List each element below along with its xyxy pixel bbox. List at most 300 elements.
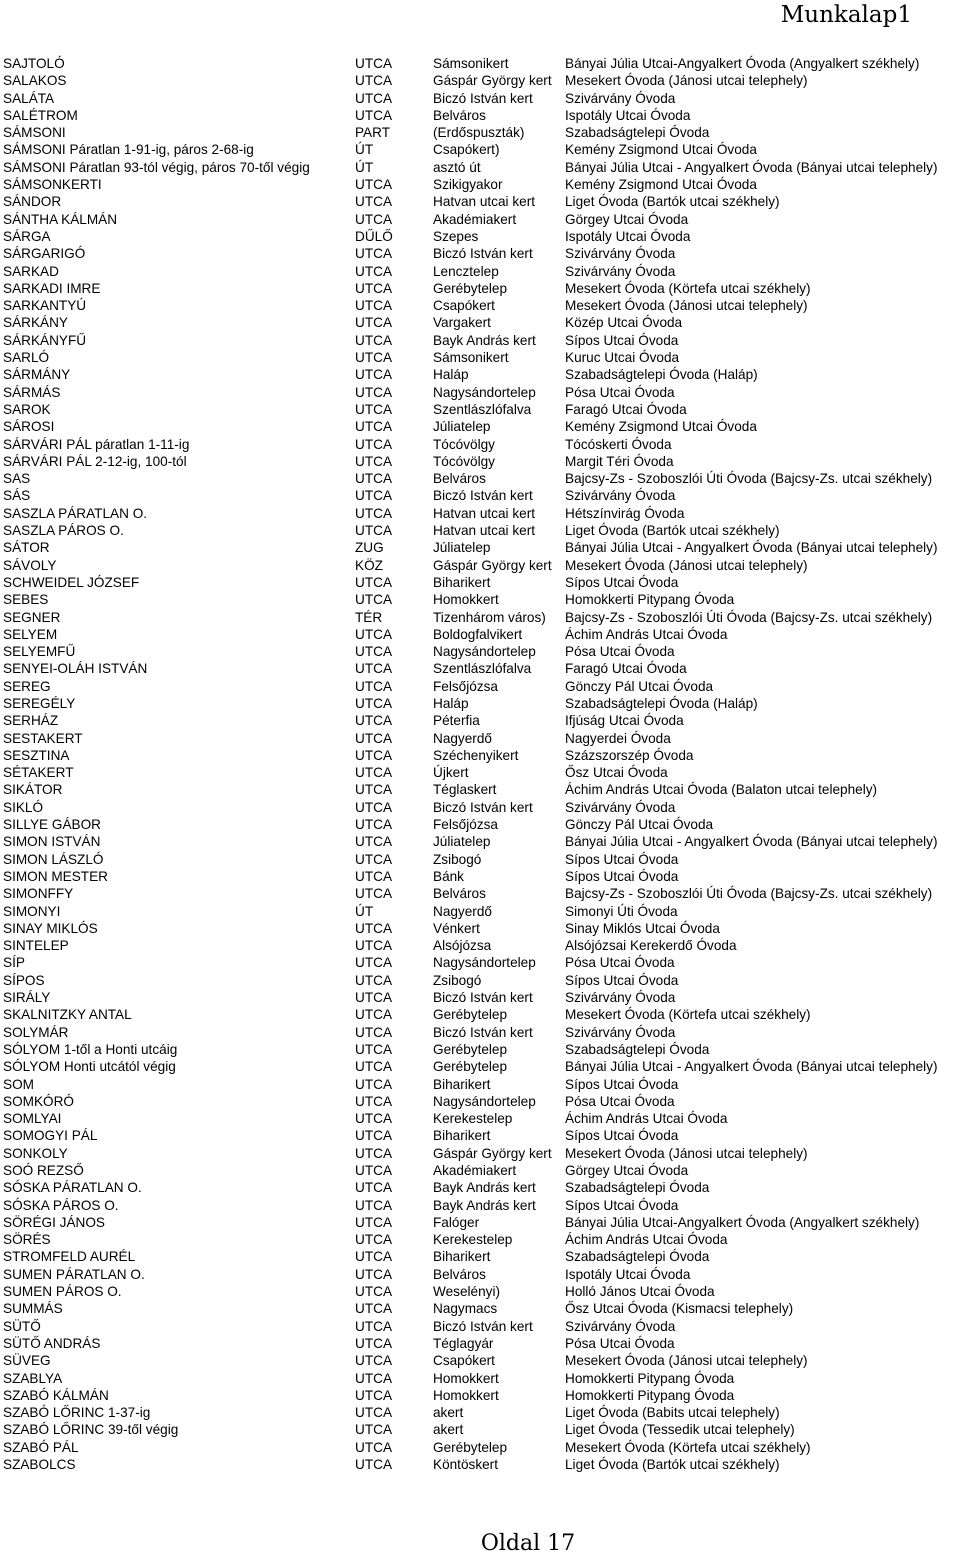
street-type-cell: UTCA [355,56,393,71]
street-type-cell: UTCA [355,1076,393,1092]
street-type-cell: UTCA [355,1128,393,1144]
street-type-cell: UTCA [355,834,393,850]
street-name-cell: SARKADI IMRE [3,280,101,296]
street-type-cell: UTCA [355,1457,393,1473]
street-name-cell: SÁNDOR [3,194,62,210]
kindergarten-cell: Tócóskerti Óvoda [565,436,672,452]
street-name-cell: SERHÁZ [3,713,59,729]
district-cell: Gerébytelep [433,1439,508,1455]
street-type-cell: UTCA [355,1093,393,1109]
street-type-cell: UTCA [355,730,393,746]
street-type-cell: UTCA [355,644,393,660]
kindergarten-cell: Szivárvány Óvoda [565,1024,676,1040]
street-type-cell: UTCA [355,488,393,504]
kindergarten-cell: Bányai Júlia Utcai - Angyalkert Óvoda (Bányai utcai telephely) [565,1059,938,1075]
street-name-cell: SIMON LÁSZLÓ [3,851,104,867]
street-name-cell: SÓSKA PÁROS O. [3,1197,119,1213]
kindergarten-cell: Pósa Utcai Óvoda [565,644,675,660]
street-name-cell: SÁRVÁRI PÁL páratlan 1-11-ig [3,436,190,452]
street-name-cell: SEREG [3,678,51,694]
street-name-cell: SALÁTA [3,90,55,106]
street-name-cell: SÜTŐ [3,1318,41,1334]
street-type-cell: UTCA [355,1387,393,1403]
district-cell: Boldogfalvikert [433,626,523,642]
street-type-cell: UTCA [355,436,393,452]
street-type-cell: UTCA [355,246,393,262]
street-type-cell: UTCA [355,505,393,521]
kindergarten-cell: Bányai Júlia Utcai-Angyalkert Óvoda (Angyalkert székhely) [565,56,920,71]
district-cell: Szikigyakor [433,177,503,193]
street-type-cell: UTCA [355,1059,393,1075]
kindergarten-cell: Mesekert Óvoda (Jánosi utcai telephely) [565,73,808,89]
district-cell: Újkert [433,765,469,781]
district-cell: Sámsonikert [433,350,509,366]
street-type-cell: UTCA [355,367,393,383]
kindergarten-cell: Szabadságtelepi Óvoda [565,125,710,141]
district-cell: Tócóvölgy [433,453,495,469]
district-cell: Júliatelep [433,419,491,435]
street-name-cell: STROMFELD AURÉL [3,1249,136,1265]
district-cell: Szepes [433,228,479,244]
street-name-cell: SÖRÉGI JÁNOS [3,1214,105,1230]
street-type-cell: UTCA [355,1232,393,1248]
kindergarten-cell: Faragó Utcai Óvoda [565,661,687,677]
street-name-cell: SZABÓ PÁL [3,1439,79,1455]
street-type-cell: UTCA [355,194,393,210]
kindergarten-cell: Szivárvány Óvoda [565,246,676,262]
district-cell: Vénkert [433,920,480,936]
street-name-cell: SUMEN PÁRATLAN O. [3,1266,145,1282]
kindergarten-cell: Bányai Júlia Utcai - Angyalkert Óvoda (Bányai utcai telephely) [565,834,938,850]
district-cell: Köntöskert [433,1457,498,1473]
district-cell: Gerébytelep [433,1007,508,1023]
street-type-cell: TÉR [355,609,383,625]
district-cell: Falóger [433,1214,480,1230]
street-type-cell: UTCA [355,211,393,227]
district-cell: Bayk András kert [433,1197,536,1213]
district-cell: Bayk András kert [433,1180,536,1196]
street-type-cell: UTCA [355,1301,393,1317]
district-cell: Homokkert [433,1370,499,1386]
street-type-cell: UTCA [355,678,393,694]
kindergarten-cell: Sípos Utcai Óvoda [565,851,679,867]
kindergarten-cell: Ispotály Utcai Óvoda [565,1266,691,1282]
street-type-cell: ZUG [355,540,384,556]
street-name-cell: SALAKOS [3,73,67,89]
district-cell: Biczó István kert [433,488,533,504]
street-type-cell: KÖZ [355,557,383,573]
kindergarten-cell: Bajcsy-Zs - Szoboszlói Úti Óvoda (Bajcsy-Zs. utcai székhely) [565,609,933,625]
street-type-cell: UTCA [355,350,393,366]
district-cell: Biharikert [433,1076,491,1092]
street-type-cell: UTCA [355,1266,393,1282]
street-type-cell: ÚT [355,142,374,158]
district-cell: Biczó István kert [433,1318,533,1334]
kindergarten-cell: Szabadságtelepi Óvoda (Haláp) [565,695,758,711]
street-type-cell: UTCA [355,747,393,763]
page-number: Oldal 17 [480,1531,576,1556]
kindergarten-cell: Margit Téri Óvoda [565,453,674,469]
kindergarten-cell: Közép Utcai Óvoda [565,315,683,331]
street-name-cell: SKALNITZKY ANTAL [3,1007,132,1023]
street-type-cell: UTCA [355,938,393,954]
district-cell: Vargakert [433,315,491,331]
kindergarten-cell: Mesekert Óvoda (Jánosi utcai telephely) [565,1353,808,1369]
district-cell: Nagysándortelep [433,1093,536,1109]
district-cell: Biczó István kert [433,990,533,1006]
street-name-cell: SÜVEG [3,1353,51,1369]
district-cell: Téglaskert [433,782,497,798]
kindergarten-cell: Szivárvány Óvoda [565,990,676,1006]
street-name-cell: SZABÓ LŐRINC 39-től végig [3,1422,179,1438]
kindergarten-cell: Ifjúság Utcai Óvoda [565,713,684,729]
street-name-cell: SIKLÓ [3,799,44,815]
kindergarten-cell: Sípos Utcai Óvoda [565,574,679,590]
street-type-cell: DŰLŐ [355,228,393,244]
district-cell: (Erdőspuszták) [433,125,525,141]
street-type-cell: UTCA [355,1405,393,1421]
district-cell: Biczó István kert [433,1024,533,1040]
district-cell: Alsójózsa [433,938,492,954]
kindergarten-cell: Sípos Utcai Óvoda [565,1197,679,1213]
kindergarten-cell: Ispotály Utcai Óvoda [565,107,691,123]
kindergarten-cell: Sípos Utcai Óvoda [565,868,679,884]
kindergarten-cell: Bányai Júlia Utcai - Angyalkert Óvoda (Bányai utcai telephely) [565,159,938,175]
street-type-cell: UTCA [355,298,393,314]
district-cell: Nagymacs [433,1301,498,1317]
street-type-cell: UTCA [355,471,393,487]
street-name-cell: SIMON MESTER [3,868,108,884]
district-cell: Homokkert [433,592,499,608]
street-type-cell: UTCA [355,868,393,884]
street-name-cell: SASZLA PÁRATLAN O. [3,505,148,521]
street-name-cell: SÁMSONI Páratlan 93-tól végig, páros 70-től végig [3,159,310,175]
street-name-cell: SELYEMFŰ [3,644,76,660]
kindergarten-cell: Liget Óvoda (Bartók utcai székhely) [565,194,780,210]
kindergarten-cell: Ispotály Utcai Óvoda [565,228,691,244]
district-cell: Csapókert [433,1353,495,1369]
street-type-cell: UTCA [355,453,393,469]
district-cell: Zsibogó [433,972,482,988]
kindergarten-cell: Holló János Utcai Óvoda [565,1284,715,1300]
kindergarten-cell: Mesekert Óvoda (Jánosi utcai telephely) [565,298,808,314]
street-type-cell: UTCA [355,782,393,798]
street-type-cell: UTCA [355,263,393,279]
street-type-cell: UTCA [355,1180,393,1196]
street-name-cell: SIRÁLY [3,990,51,1006]
street-type-cell: UTCA [355,661,393,677]
street-type-cell: ÚT [355,159,374,175]
district-cell: Bánk [433,868,464,884]
sheet-title: Munkalap1 [780,2,912,28]
street-type-cell: UTCA [355,177,393,193]
street-name-cell: SONKOLY [3,1145,68,1161]
district-cell: Biharikert [433,1249,491,1265]
district-cell: Hatvan utcai kert [433,505,535,521]
district-cell: Zsibogó [433,851,482,867]
street-name-cell: SÁMSONI [3,125,66,141]
district-cell: Péterfia [433,713,480,729]
kindergarten-cell: Szabadságtelepi Óvoda [565,1041,710,1057]
street-type-cell: UTCA [355,315,393,331]
kindergarten-cell: Kemény Zsigmond Utcai Óvoda [565,177,757,193]
kindergarten-cell: Áchim András Utcai Óvoda (Balaton utcai telephely) [565,782,878,798]
street-name-cell: SESZTINA [3,747,70,763]
kindergarten-cell: Bajcsy-Zs - Szoboszlói Úti Óvoda (Bajcsy-Zs. utcai székhely) [565,886,933,902]
street-name-cell: SÍPOS [3,972,45,988]
page-footer [0,1531,960,1556]
kindergarten-cell: Liget Óvoda (Babits utcai telephely) [565,1405,780,1421]
kindergarten-cell: Szivárvány Óvoda [565,799,676,815]
district-cell: Biczó István kert [433,246,533,262]
kindergarten-cell: Kemény Zsigmond Utcai Óvoda [565,142,757,158]
district-cell: Homokkert [433,1387,499,1403]
kindergarten-cell: Görgey Utcai Óvoda [565,211,689,227]
street-type-cell: UTCA [355,886,393,902]
street-name-cell: SOMOGYI PÁL [3,1128,98,1144]
street-type-cell: UTCA [355,1197,393,1213]
kindergarten-cell: Faragó Utcai Óvoda [565,401,687,417]
street-name-cell: SOMLYAI [3,1111,62,1127]
street-name-cell: SÁRMÁNY [3,367,71,383]
kindergarten-cell: Mesekert Óvoda (Körtefa utcai székhely) [565,1439,811,1455]
street-name-cell: SOMKÓRÓ [3,1093,74,1109]
street-type-cell: UTCA [355,401,393,417]
kindergarten-cell: Bajcsy-Zs - Szoboszlói Úti Óvoda (Bajcsy-Zs. utcai székhely) [565,471,933,487]
street-name-cell: SOM [3,1076,34,1092]
kindergarten-cell: Sinay Miklós Utcai Óvoda [565,920,720,936]
street-name-cell: SIMONFFY [3,886,74,902]
street-name-cell: SÁROSI [3,419,55,435]
kindergarten-cell: Hétszínvirág Óvoda [565,505,685,521]
kindergarten-cell: Mesekert Óvoda (Körtefa utcai székhely) [565,280,811,296]
street-type-cell: UTCA [355,1284,393,1300]
street-type-cell: PART [355,125,390,141]
kindergarten-cell: Homokkerti Pitypang Óvoda [565,1370,735,1386]
street-name-cell: SZABOLCS [3,1457,76,1473]
street-type-cell: UTCA [355,1422,393,1438]
street-name-cell: SÁTOR [3,540,50,556]
street-type-cell: UTCA [355,713,393,729]
district-cell: Biczó István kert [433,90,533,106]
street-name-cell: SÁRMÁS [3,384,61,400]
street-name-cell: SÁMSONI Páratlan 1-91-ig, páros 2-68-ig [3,142,254,158]
street-name-cell: SEREGÉLY [3,695,76,711]
district-cell: Felsőjózsa [433,678,498,694]
district-cell: Akadémiakert [433,211,517,227]
kindergarten-cell: Sípos Utcai Óvoda [565,972,679,988]
district-cell: Belváros [433,1266,486,1282]
street-type-cell: UTCA [355,851,393,867]
street-type-cell: UTCA [355,799,393,815]
kindergarten-cell: Mesekert Óvoda (Jánosi utcai telephely) [565,557,808,573]
street-name-cell: SÁRKÁNYFŰ [3,332,87,348]
district-cell: Haláp [433,695,469,711]
district-cell: Gerébytelep [433,280,508,296]
district-cell: Nagysándortelep [433,955,536,971]
kindergarten-cell: Ősz Utcai Óvoda (Kismacsi telephely) [565,1301,794,1317]
kindergarten-cell: Szivárvány Óvoda [565,1318,676,1334]
street-name-cell: SÉTAKERT [3,765,74,781]
district-cell: Csapókert) [433,142,500,158]
street-name-cell: SÁRGARIGÓ [3,246,86,262]
street-name-cell: SÍP [3,955,25,971]
street-type-cell: UTCA [355,107,393,123]
kindergarten-cell: Homokkerti Pitypang Óvoda [565,1387,735,1403]
street-name-cell: SÁRVÁRI PÁL 2-12-ig, 100-tól [3,453,187,469]
street-type-cell: UTCA [355,592,393,608]
street-name-cell: SENYEI-OLÁH ISTVÁN [3,661,148,677]
street-name-cell: SÁVOLY [3,557,57,573]
street-name-cell: SÓLYOM Honti utcától végig [3,1059,176,1075]
street-name-cell: SÖRÉS [3,1232,51,1248]
district-cell: Hatvan utcai kert [433,194,535,210]
district-cell: Bayk András kert [433,332,536,348]
street-type-cell: UTCA [355,955,393,971]
kindergarten-cell: Liget Óvoda (Bartók utcai székhely) [565,1457,780,1473]
kindergarten-cell: Kuruc Utcai Óvoda [565,350,680,366]
street-name-cell: SÁRGA [3,228,51,244]
kindergarten-cell: Ősz Utcai Óvoda [565,765,668,781]
street-name-cell: SELYEM [3,626,58,642]
street-name-cell: SÁNTHA KÁLMÁN [3,211,118,227]
street-type-cell: UTCA [355,1439,393,1455]
kindergarten-cell: Gönczy Pál Utcai Óvoda [565,678,714,694]
street-name-cell: SEGNER [3,609,61,625]
kindergarten-cell: Gönczy Pál Utcai Óvoda [565,817,714,833]
street-name-cell: SASZLA PÁROS O. [3,523,124,539]
street-name-cell: SILLYE GÁBOR [3,817,101,833]
street-name-cell: SAJTOLÓ [3,56,65,71]
street-name-cell: SIMONYI [3,903,61,919]
district-cell: Gáspár György kert [433,1145,552,1161]
district-cell: Belváros [433,886,486,902]
street-name-cell: SCHWEIDEL JÓZSEF [3,574,140,590]
street-type-cell: UTCA [355,1145,393,1161]
district-cell: Nagysándortelep [433,644,536,660]
street-name-cell: SOÓ REZSŐ [3,1163,84,1178]
kindergarten-cell: Pósa Utcai Óvoda [565,384,675,400]
street-name-cell: SIMON ISTVÁN [3,834,101,850]
street-name-cell: SAS [3,471,31,487]
street-type-cell: UTCA [355,332,393,348]
kindergarten-cell: Áchim András Utcai Óvoda [565,626,728,642]
district-cell: Kerekestelep [433,1111,513,1127]
district-cell: Kerekestelep [433,1232,513,1248]
kindergarten-cell: Homokkerti Pitypang Óvoda [565,592,735,608]
district-cell: asztó út [433,159,481,175]
kindergarten-cell: Mesekert Óvoda (Jánosi utcai telephely) [565,1145,808,1161]
district-cell: Nagyerdő [433,730,492,746]
street-type-cell: UTCA [355,1249,393,1265]
street-type-cell: UTCA [355,1214,393,1230]
street-name-cell: SALÉTROM [3,107,78,123]
district-cell: Akadémiakert [433,1163,517,1178]
street-type-cell: UTCA [355,1370,393,1386]
street-type-cell: UTCA [355,990,393,1006]
district-cell: Gáspár György kert [433,73,552,89]
street-type-cell: ÚT [355,903,374,919]
kindergarten-cell: Százszorszép Óvoda [565,747,694,763]
street-name-cell: SIKÁTOR [3,782,63,798]
kindergarten-cell: Sípos Utcai Óvoda [565,1076,679,1092]
street-name-cell: SINAY MIKLÓS [3,920,98,936]
kindergarten-cell: Szabadságtelepi Óvoda [565,1249,710,1265]
street-type-cell: UTCA [355,695,393,711]
district-cell: Felsőjózsa [433,817,498,833]
kindergarten-cell: Pósa Utcai Óvoda [565,1335,675,1351]
street-type-cell: UTCA [355,1353,393,1369]
kindergarten-cell: Szivárvány Óvoda [565,488,676,504]
street-type-cell: UTCA [355,765,393,781]
district-cell: Tócóvölgy [433,436,495,452]
kindergarten-cell: Szabadságtelepi Óvoda (Haláp) [565,367,758,383]
street-type-cell: UTCA [355,280,393,296]
district-cell: Téglagyár [433,1335,494,1351]
district-cell: Lencztelep [433,263,499,279]
kindergarten-cell: Szabadságtelepi Óvoda [565,1180,710,1196]
district-cell: Júliatelep [433,540,491,556]
street-name-cell: SÁS [3,488,31,504]
street-name-cell: SESTAKERT [3,730,83,746]
street-type-cell: UTCA [355,817,393,833]
kindergarten-cell: Áchim András Utcai Óvoda [565,1232,728,1248]
street-type-cell: UTCA [355,972,393,988]
kindergarten-cell: Alsójózsai Kerekerdő Óvoda [565,938,737,954]
kindergarten-cell: Nagyerdei Óvoda [565,730,671,746]
street-name-cell: SZABÓ KÁLMÁN [3,1387,109,1403]
kindergarten-cell: Liget Óvoda (Tessedik utcai telephely) [565,1422,795,1438]
district-cell: Szentlászlófalva [433,401,532,417]
kindergarten-cell: Szivárvány Óvoda [565,263,676,279]
district-cell: Gerébytelep [433,1041,508,1057]
street-type-cell: UTCA [355,574,393,590]
district-cell: Széchenyikert [433,747,519,763]
street-name-cell: SÓSKA PÁRATLAN O. [3,1180,142,1196]
street-type-cell: UTCA [355,90,393,106]
street-name-cell: SZABÓ LŐRINC 1-37-ig [3,1405,151,1421]
kindergarten-cell: Sípos Utcai Óvoda [565,332,679,348]
kindergarten-cell: Mesekert Óvoda (Körtefa utcai székhely) [565,1007,811,1023]
street-name-cell: SÓLYOM 1-től a Honti utcáig [3,1041,178,1057]
street-type-cell: UTCA [355,1041,393,1057]
district-cell: Tizenhárom város) [433,609,546,625]
kindergarten-cell: Szivárvány Óvoda [565,90,676,106]
kindergarten-cell: Pósa Utcai Óvoda [565,955,675,971]
district-cell: Sámsonikert [433,56,509,71]
street-name-cell: SÁRKÁNY [3,315,68,331]
kindergarten-cell: Bányai Júlia Utcai-Angyalkert Óvoda (Angyalkert székhely) [565,1214,920,1230]
kindergarten-cell: Pósa Utcai Óvoda [565,1093,675,1109]
street-name-cell: SÜTŐ ANDRÁS [3,1335,101,1351]
district-cell: Belváros [433,107,486,123]
district-cell: Hatvan utcai kert [433,523,535,539]
kindergarten-cell: Kemény Zsigmond Utcai Óvoda [565,419,757,435]
street-name-cell: SINTELEP [3,938,69,954]
district-cell: Weselényi) [433,1284,500,1300]
kindergarten-cell: Görgey Utcai Óvoda [565,1163,689,1178]
district-cell: Haláp [433,367,469,383]
street-name-cell: SAROK [3,401,51,417]
district-cell: akert [433,1405,464,1421]
district-cell: Nagyerdő [433,903,492,919]
street-type-cell: UTCA [355,1335,393,1351]
street-type-cell: UTCA [355,1007,393,1023]
street-type-cell: UTCA [355,1163,393,1178]
street-type-cell: UTCA [355,626,393,642]
street-type-cell: UTCA [355,1111,393,1127]
street-type-cell: UTCA [355,523,393,539]
